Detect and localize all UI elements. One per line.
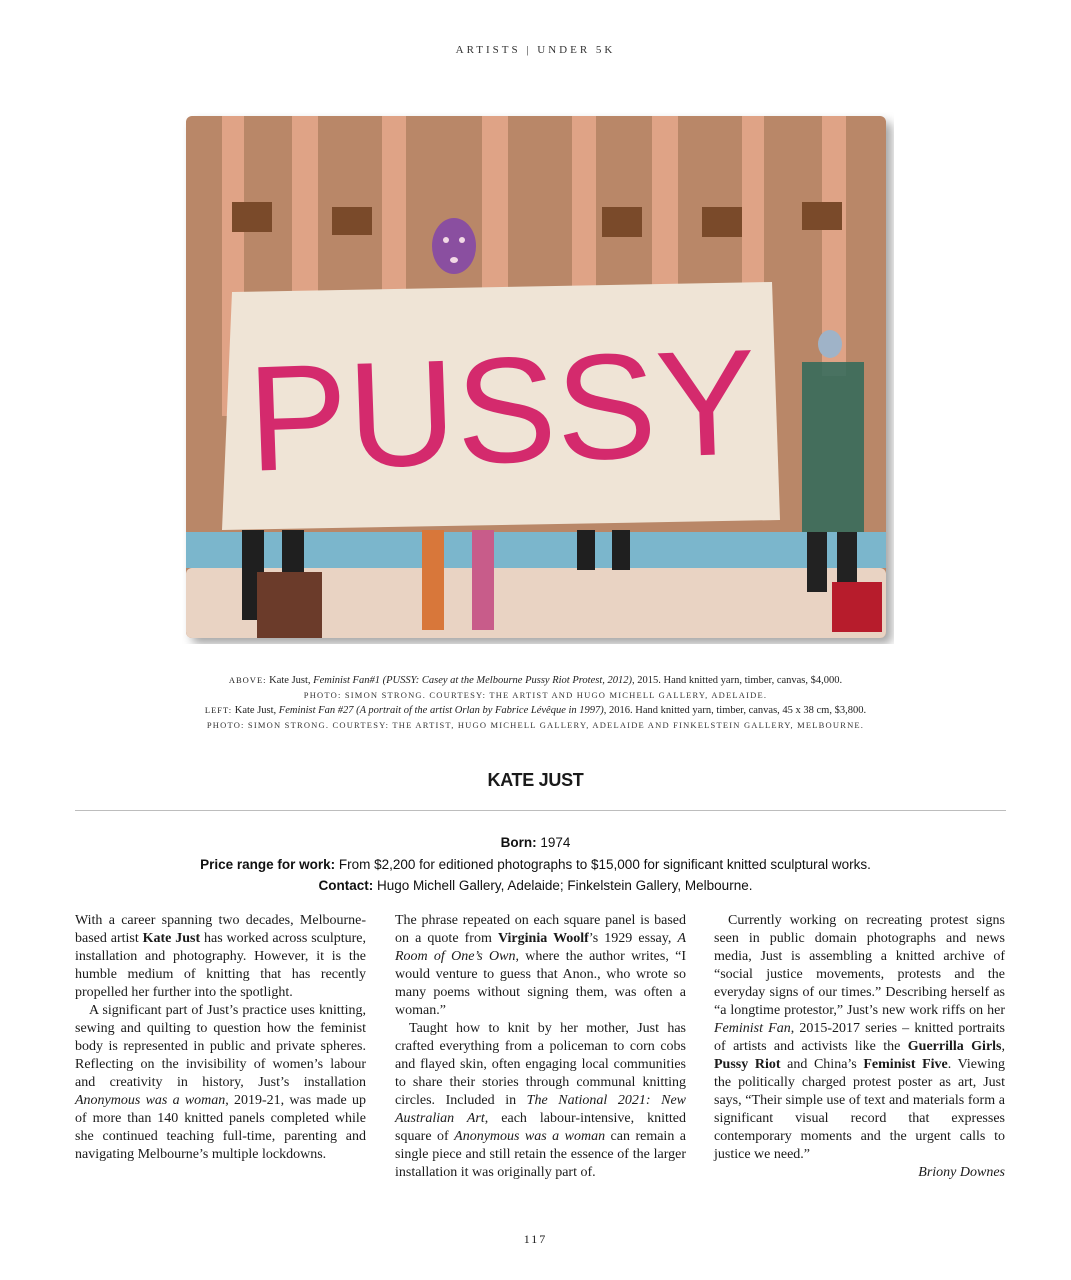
author-byline: Briony Downes	[918, 1165, 1005, 1180]
paragraph: With a career spanning two decades, Melbourne-based artist Kate Just has worked across sculpture, installation and photography. However, it is the humble medium of knitting that has recently propelled her further into the spotlight.	[75, 913, 367, 1000]
divider	[75, 810, 1006, 811]
page-number: 117	[523, 1232, 548, 1246]
captions	[0, 673, 1071, 733]
caption-above-credit: PHOTO: SIMON STRONG. COURTESY: THE ARTIST AND HUGO MICHELL GALLERY, ADELAIDE.	[303, 690, 768, 700]
artist-facts	[0, 832, 1071, 897]
artwork-image-feminist-fan-1	[182, 112, 894, 644]
born-line: Born: 1974	[500, 835, 571, 850]
contact-line: Contact: Hugo Michell Gallery, Adelaide; Finkelstein Gallery, Melbourne.	[318, 878, 753, 893]
body-column-3	[714, 912, 1005, 1182]
price-line: Price range for work: From $2,200 for editioned photographs to $15,000 for significant knitted sculptural works.	[200, 856, 871, 872]
body-column-2	[395, 912, 686, 1182]
paragraph: Currently working on recreating protest signs seen in public domain photographs and news media, Just is assembling a knitted archive of “social justice movements, protests and the everyday signs of our times.” Describing herself as “a longtime protestor,” Just’s new work riffs on her Feminist Fan, 2015-2017 series – knitted portraits of artists and activists like the Guerrilla Girls, Pussy Riot and China’s Feminist Five. Viewing the politically charged protest poster as art, Just says, “Their simple use of text and materials form a significant visual record that expresses contemporary moments and the urgent calls to justice we need.”	[714, 913, 1006, 1162]
paragraph: Taught how to knit by her mother, Just has crafted everything from a policeman to corn cobs and flayed skin, often engaging local communities to share their stories through communal knitting circles. Included in The National 2021: New Australian Art, each labour-intensive, knitted square of Anonymous was a woman can remain a single piece and still retain the essence of the larger installation it was originally part of.	[395, 1021, 686, 1180]
caption-left: LEFT: Kate Just, Feminist Fan #27 (A portrait of the artist Orlan by Fabrice Lévêque in 1997), 2016. Hand knitted yarn, timber, canvas, 45 x 38 cm, $3,800.	[204, 705, 867, 716]
caption-left-credit: PHOTO: SIMON STRONG. COURTESY: THE ARTIST, HUGO MICHELL GALLERY, ADELAIDE AND FINKELSTEIN GALLERY, MELBOURNE.	[206, 720, 865, 730]
body-column-1	[75, 912, 366, 1164]
paragraph: The phrase repeated on each square panel is based on a quote from Virginia Woolf’s 1929 essay, A Room of One’s Own, where the author writes, “I would venture to guess that Anon., who wrote so many poems without signing them, was often a woman.”	[395, 913, 686, 1018]
artist-name: KATE JUST	[487, 770, 584, 790]
section-header: ARTISTS | UNDER 5K	[455, 44, 616, 56]
paragraph: A significant part of Just’s practice uses knitting, sewing and quilting to question how the feminist body is represented in public and private spheres. Reflecting on the invisibility of women’s labour and creativity in history, Just’s installation Anonymous was a woman, 2019-21, was made up of more than 140 knitted panels completed while she continued teaching full-time, parenting and navigating Melbourne’s multiple lockdowns.	[75, 1003, 366, 1162]
caption-above: ABOVE: Kate Just, Feminist Fan#1 (PUSSY: Casey at the Melbourne Pussy Riot Protest, 2012), 2015. Hand knitted yarn, timber, canvas, $4,000.	[228, 675, 843, 686]
sign-text: PUSSY	[244, 317, 759, 503]
